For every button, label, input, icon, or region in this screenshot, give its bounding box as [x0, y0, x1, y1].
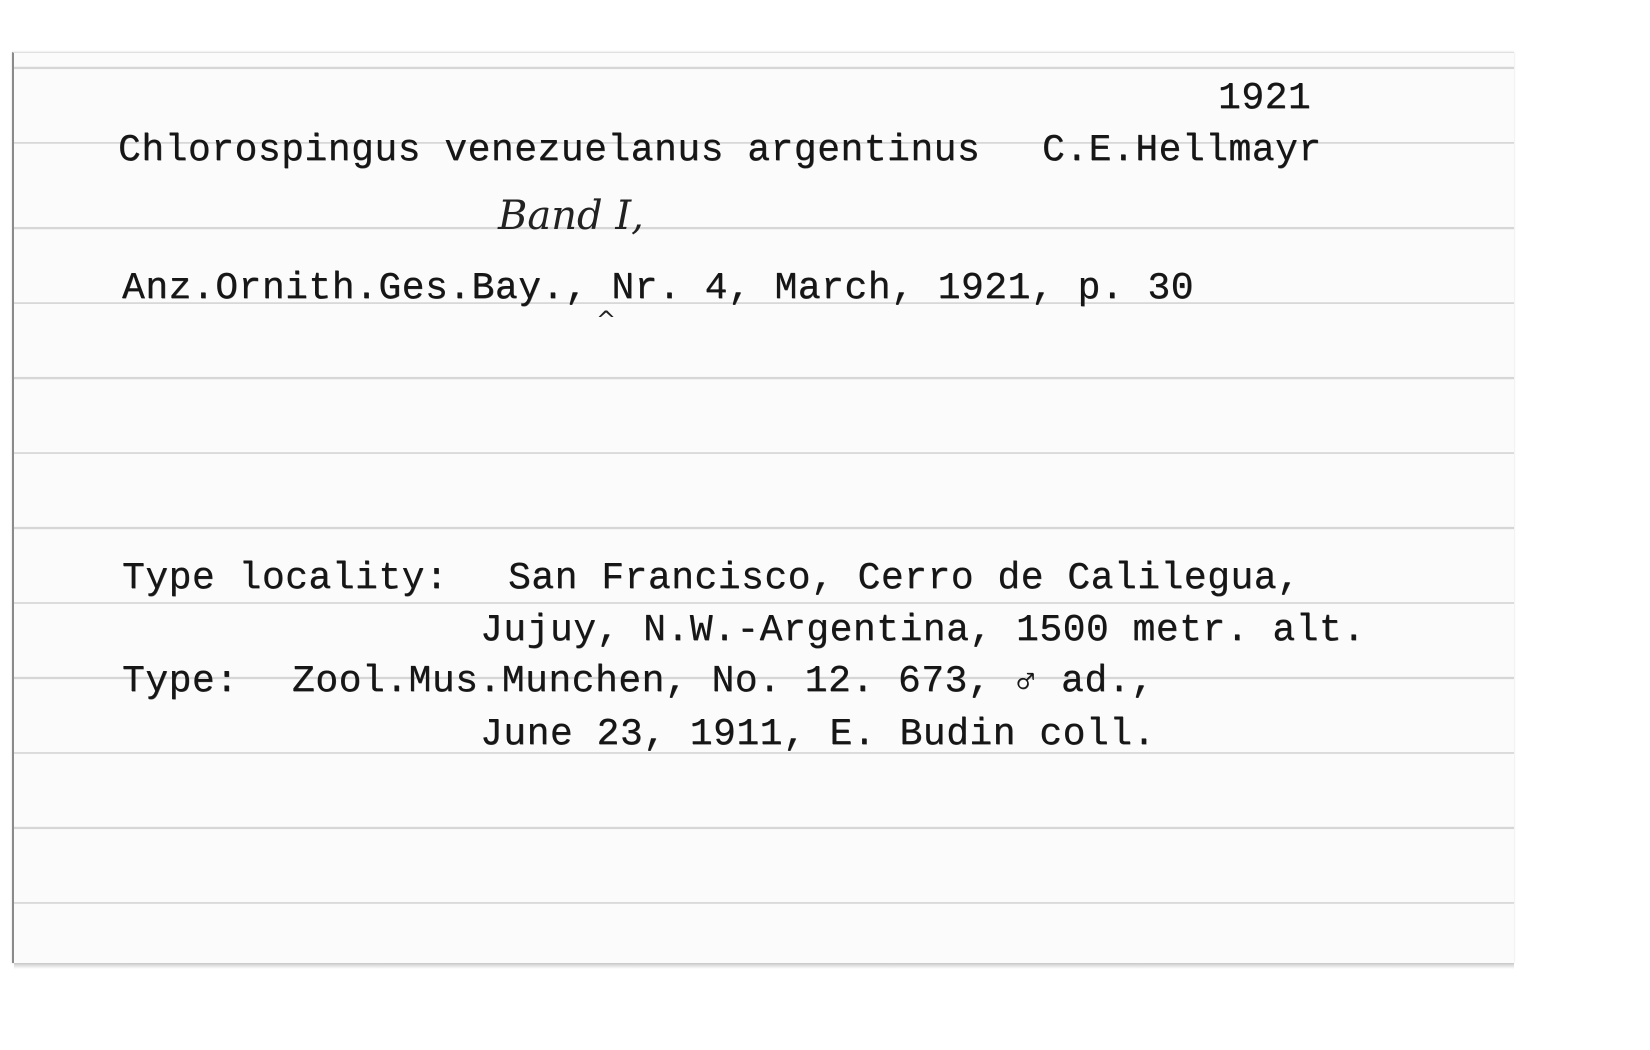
index-card — [12, 52, 1514, 963]
insert-caret: ^ — [596, 306, 617, 334]
type-line1: Zool.Mus.Munchen, No. 12. 673, ♂ ad., — [292, 660, 1155, 703]
card-shadow — [14, 963, 1514, 969]
type-locality-line2: Jujuy, N.W.-Argentina, 1500 metr. alt. — [480, 609, 1366, 652]
handwritten-insert: Band I, — [498, 193, 644, 239]
citation: Anz.Ornith.Ges.Bay., Nr. 4, March, 1921, p. 30 — [122, 267, 1194, 310]
type-label: Type: — [122, 660, 239, 703]
card-number: 1921 — [1218, 77, 1312, 120]
taxon-author: C.E.Hellmayr — [1042, 129, 1322, 172]
type-locality-line1: San Francisco, Cerro de Calilegua, — [508, 557, 1301, 600]
type-locality-label: Type locality: — [122, 557, 449, 600]
taxon-name: Chlorospingus venezuelanus argentinus — [118, 129, 981, 172]
type-line2: June 23, 1911, E. Budin coll. — [480, 713, 1156, 756]
